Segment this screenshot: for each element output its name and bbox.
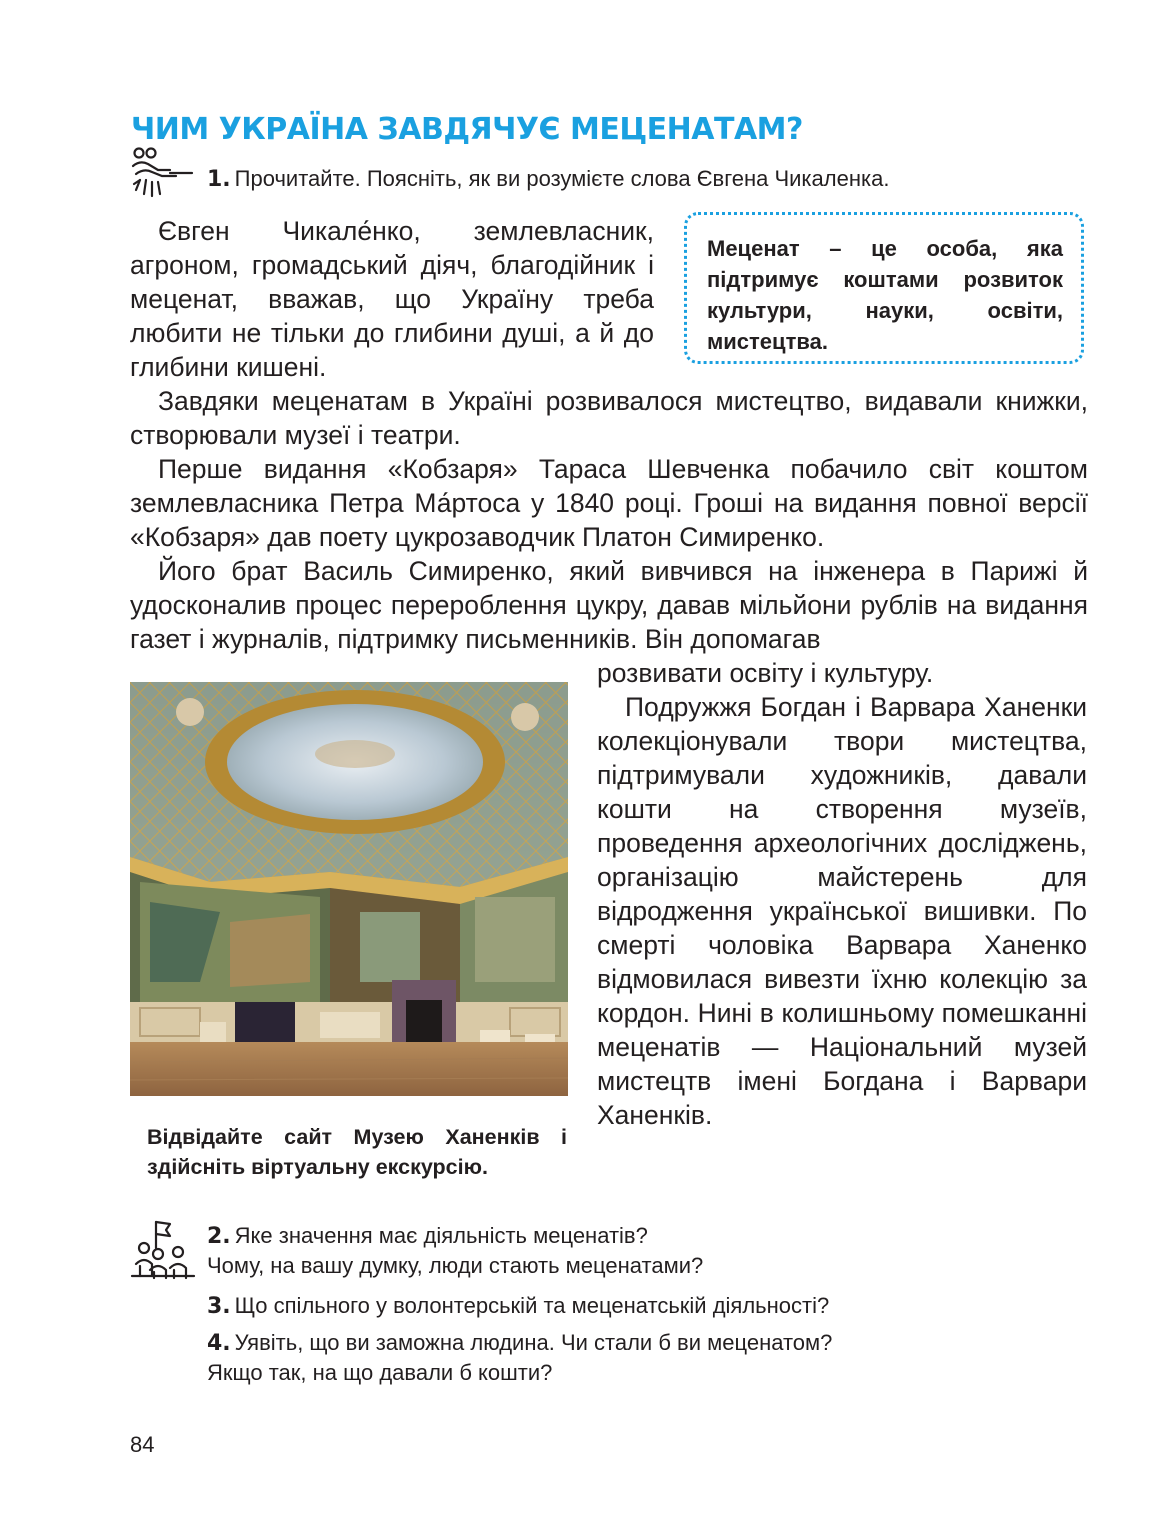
definition-term: Меценат	[707, 236, 800, 261]
task-text: Уявіть, що ви заможна людина. Чи стали б ви меценатом?	[234, 1330, 833, 1355]
task-4-line-2: Якщо так, на що давали б кошти?	[207, 1360, 553, 1385]
definition-text	[707, 233, 1063, 357]
photo-caption: Відвідайте сайт Музею Ханенків і здійсніть віртуальну екскурсію.	[147, 1125, 567, 1179]
task-3	[207, 1291, 829, 1322]
page-number: 84	[130, 1432, 155, 1457]
definition-box	[684, 212, 1084, 364]
task-1	[207, 164, 889, 195]
task-text: Яке значення має діяльність меценатів?	[234, 1223, 648, 1248]
paragraph-continuation: розвивати освіту і культуру.	[597, 658, 934, 688]
task-2	[207, 1221, 648, 1252]
task-number: 2.	[207, 1224, 231, 1249]
task-text: Що спільного у волонтерській та меценатській діяльності?	[234, 1293, 830, 1318]
task-text: Прочитайте. Поясніть, як ви розумієте слова Євгена Чикаленка.	[234, 166, 890, 191]
discussion-group-icon	[130, 1218, 196, 1280]
group-work-icon	[130, 146, 194, 200]
task-number: 3.	[207, 1294, 231, 1319]
paragraph: Подружжя Богдан і Варвара Ханенки колекціонували твори мистецтва, підтримували художників, давали кошти на створення музеїв, проведення археологічних досліджень, організацію майстерень для відродження української вишивки. По смерті чоловіка Варвара Ханенко відмовилася вивезти їхню колекцію за кордон. Нині в колишньому помешканні меценатів — Національний музей мистецтв імені Богдана і Варвари Ханенків.	[597, 692, 1087, 1130]
definition-body: – це особа, яка підтримує коштами розвиток культури, науки, освіти, мистецтва.	[707, 236, 1063, 354]
paragraph: Перше видання «Кобзаря» Тараса Шевченка побачило світ коштом землевласника Петра Ма́ртоса у 1840 році. Гроші на видання повної версії «Кобзаря» дав поету цукрозаводчик Платон Симиренко.	[130, 454, 1088, 552]
task-number: 4.	[207, 1331, 231, 1356]
page-title: ЧИМ УКРАЇНА ЗАВДЯЧУЄ МЕЦЕНАТАМ?	[131, 112, 803, 147]
task-number: 1.	[207, 167, 231, 192]
paragraph: Євген Чикале́нко, землевласник, агроном, громадський діяч, благодійник і меценат, вважав, що Україну треба любити не тільки до глибини душі, а й до глибини кишені.	[130, 216, 654, 382]
paragraph: Завдяки меценатам в Україні розвивалося мистецтво, видавали книжки, створювали музеї і театри.	[130, 386, 1088, 450]
museum-hall-photo	[130, 682, 568, 1096]
task-4	[207, 1328, 832, 1359]
task-2-line-2: Чому, на вашу думку, люди стають меценатами?	[207, 1253, 704, 1278]
paragraph: Його брат Василь Симиренко, який вивчився на інженера в Парижі й удосконалив процес перероблення цукру, давав мільйони рублів на видання газет і журналів, підтримку письменників. Він допомагав	[130, 556, 1088, 654]
